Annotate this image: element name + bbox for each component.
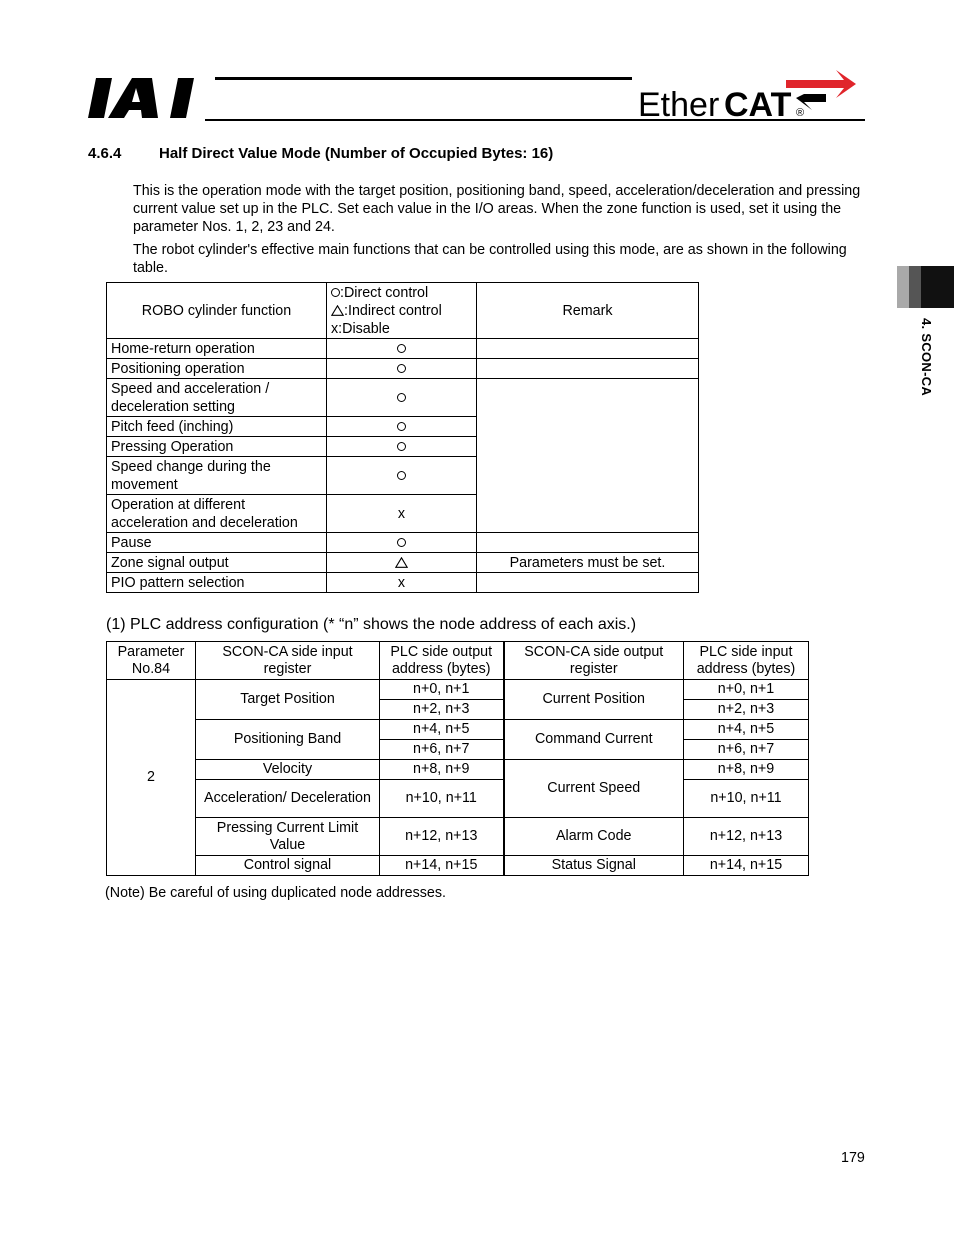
function-table-intro: The robot cylinder's effective main functions that can be controlled using this mode, are as shown in the following table. bbox=[133, 242, 847, 276]
table-row bbox=[107, 553, 699, 573]
function-name: Pressing Operation bbox=[107, 437, 327, 457]
mark-cell bbox=[327, 553, 477, 573]
function-name: Operation at different acceleration and deceleration bbox=[107, 495, 327, 533]
output-address: n+4, n+5 bbox=[380, 720, 504, 740]
parameter-value: 2 bbox=[107, 680, 196, 876]
function-name: PIO pattern selection bbox=[107, 573, 327, 593]
input-address: n+10, n+11 bbox=[684, 780, 809, 818]
output-register: Current Speed bbox=[504, 760, 684, 818]
table-row bbox=[107, 680, 809, 700]
remark-cell bbox=[477, 379, 699, 533]
plc-address-table bbox=[106, 641, 809, 876]
note-text: (Note) Be careful of using duplicated node addresses. bbox=[105, 885, 446, 901]
input-register: Pressing Current Limit Value bbox=[196, 818, 380, 856]
output-address: n+8, n+9 bbox=[380, 760, 504, 780]
legend-disable: x:Disable bbox=[331, 320, 390, 337]
mark-x: x bbox=[327, 495, 477, 533]
remark-cell bbox=[477, 573, 699, 593]
table-row bbox=[107, 573, 699, 593]
remark-cell bbox=[477, 339, 699, 359]
function-name: Zone signal output bbox=[107, 553, 327, 573]
function-name: Speed and acceleration / deceleration setting bbox=[107, 379, 327, 417]
table-row bbox=[107, 856, 809, 876]
output-register: Alarm Code bbox=[504, 818, 684, 856]
circle-icon bbox=[331, 288, 340, 297]
output-address: n+2, n+3 bbox=[380, 700, 504, 720]
function-name: Positioning operation bbox=[107, 359, 327, 379]
circle-icon bbox=[397, 393, 406, 402]
registered-mark: ® bbox=[796, 107, 805, 119]
svg-text:Ether: Ether bbox=[638, 86, 720, 120]
function-name: Pause bbox=[107, 533, 327, 553]
header-legend bbox=[327, 283, 477, 339]
output-address: n+6, n+7 bbox=[380, 740, 504, 760]
iai-logo bbox=[86, 74, 206, 127]
table-row bbox=[107, 359, 699, 379]
mark-cell bbox=[327, 417, 477, 437]
input-register: Control signal bbox=[196, 856, 380, 876]
header-remark: Remark bbox=[477, 283, 699, 339]
circle-icon bbox=[397, 442, 406, 451]
function-table-header bbox=[107, 283, 699, 339]
function-name: Home-return operation bbox=[107, 339, 327, 359]
table-row bbox=[107, 760, 809, 780]
input-address: n+12, n+13 bbox=[684, 818, 809, 856]
remark-cell bbox=[477, 533, 699, 553]
plc-address-heading: (1) PLC address configuration (* “n” shows the node address of each axis.) bbox=[106, 616, 637, 633]
legend-direct: :Direct control bbox=[340, 284, 429, 301]
header-scon-output: SCON-CA side output register bbox=[504, 642, 684, 680]
circle-icon bbox=[397, 344, 406, 353]
side-tab-label: 4. SCON-CA bbox=[919, 318, 934, 397]
header-plc-input: PLC side input address (bytes) bbox=[684, 642, 809, 680]
mark-cell bbox=[327, 379, 477, 417]
mark-cell bbox=[327, 339, 477, 359]
page-number: 179 bbox=[841, 1150, 865, 1166]
header-parameter: Parameter No.84 bbox=[107, 642, 196, 680]
input-register: Target Position bbox=[196, 680, 380, 720]
output-register: Status Signal bbox=[504, 856, 684, 876]
input-register: Acceleration/ Deceleration bbox=[196, 780, 380, 818]
remark-cell bbox=[477, 359, 699, 379]
input-address: n+6, n+7 bbox=[684, 740, 809, 760]
address-table-header bbox=[107, 642, 809, 680]
input-address: n+4, n+5 bbox=[684, 720, 809, 740]
input-address: n+0, n+1 bbox=[684, 680, 809, 700]
section-number: 4.6.4 bbox=[88, 145, 122, 162]
remark-cell: Parameters must be set. bbox=[477, 553, 699, 573]
triangle-icon bbox=[395, 557, 408, 568]
table-row bbox=[107, 720, 809, 740]
header-scon-input: SCON-CA side input register bbox=[196, 642, 380, 680]
output-address: n+10, n+11 bbox=[380, 780, 504, 818]
header-function: ROBO cylinder function bbox=[107, 283, 327, 339]
table-row bbox=[107, 339, 699, 359]
header-plc-output: PLC side output address (bytes) bbox=[380, 642, 504, 680]
table-row bbox=[107, 379, 699, 417]
output-address: n+14, n+15 bbox=[380, 856, 504, 876]
function-name: Speed change during the movement bbox=[107, 457, 327, 495]
input-address: n+2, n+3 bbox=[684, 700, 809, 720]
input-register: Velocity bbox=[196, 760, 380, 780]
table-row bbox=[107, 780, 809, 818]
output-register: Command Current bbox=[504, 720, 684, 760]
side-tab-marker-mid bbox=[909, 266, 921, 308]
circle-icon bbox=[397, 538, 406, 547]
mark-x: x bbox=[327, 573, 477, 593]
function-name: Pitch feed (inching) bbox=[107, 417, 327, 437]
output-address: n+12, n+13 bbox=[380, 818, 504, 856]
mark-cell bbox=[327, 359, 477, 379]
circle-icon bbox=[397, 422, 406, 431]
intro-paragraph: This is the operation mode with the target position, positioning band, speed, acceleration/deceleration and pressing current value set up in the PLC. Set each value in the I/O areas. When the zone function is used, set it using the parameter Nos. 1, 2, 23 and 24. bbox=[133, 183, 861, 235]
side-tab-marker-dark bbox=[921, 266, 954, 308]
triangle-icon bbox=[331, 305, 344, 316]
mark-cell bbox=[327, 533, 477, 553]
mark-cell bbox=[327, 457, 477, 495]
table-row bbox=[107, 533, 699, 553]
mark-cell bbox=[327, 437, 477, 457]
output-address: n+0, n+1 bbox=[380, 680, 504, 700]
legend-indirect: :Indirect control bbox=[344, 302, 442, 319]
input-address: n+14, n+15 bbox=[684, 856, 809, 876]
section-title: Half Direct Value Mode (Number of Occupied Bytes: 16) bbox=[159, 145, 554, 162]
output-register: Current Position bbox=[504, 680, 684, 720]
input-address: n+8, n+9 bbox=[684, 760, 809, 780]
function-table bbox=[106, 282, 699, 593]
table-row bbox=[107, 818, 809, 856]
ethercat-logo bbox=[636, 64, 860, 125]
side-tab-marker-light bbox=[897, 266, 909, 308]
input-register: Positioning Band bbox=[196, 720, 380, 760]
circle-icon bbox=[397, 471, 406, 480]
svg-text:CAT: CAT bbox=[724, 86, 792, 120]
circle-icon bbox=[397, 364, 406, 373]
header-rule-top bbox=[215, 77, 632, 80]
